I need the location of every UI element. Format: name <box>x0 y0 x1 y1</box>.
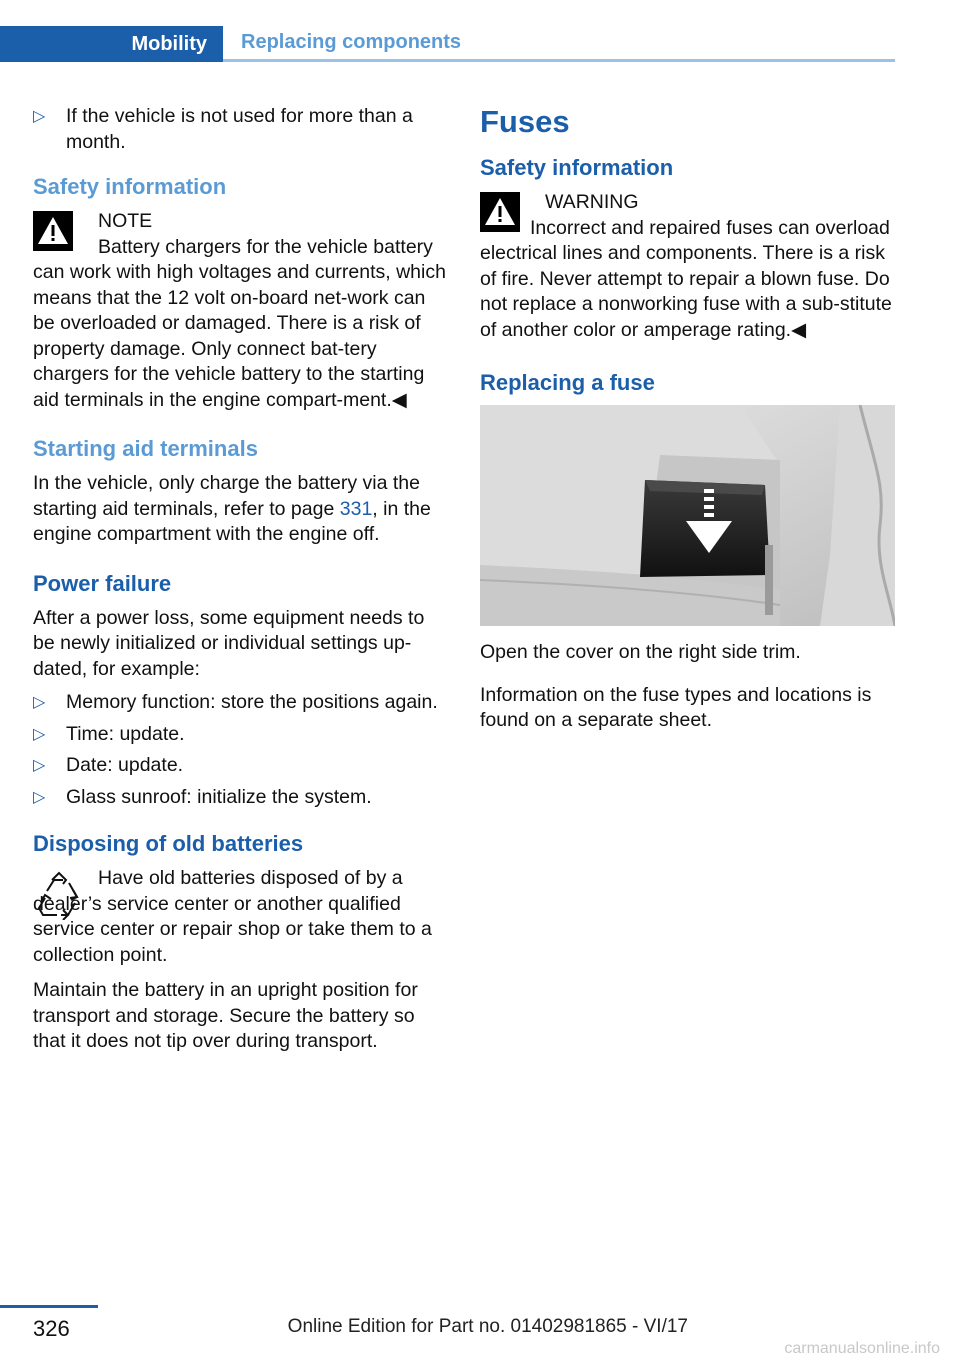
note-box <box>33 209 448 413</box>
fuse-cover-photo <box>480 405 895 626</box>
chapter-tab: Mobility <box>0 26 223 62</box>
warning-box <box>480 190 895 343</box>
section-heading: Power failure <box>33 570 172 596</box>
recycle-box <box>33 866 448 968</box>
disposing-text: Have old batteries disposed of by a dealer’s service center or another qualified service center or repair shop or take them to a collection point. <box>33 867 432 966</box>
section-heading: Safety information <box>33 174 227 199</box>
section-heading: Disposing of old batteries <box>33 831 304 856</box>
watermark: carmanualsonline.info <box>784 1340 940 1357</box>
warning-label: WARNING <box>545 191 639 213</box>
bullet-triangle-icon: ▷ <box>33 725 46 743</box>
info-paragraph: Information on the fuse types and locations is found on a separate sheet. <box>480 683 872 731</box>
terminals-paragraph: In the vehicle, only charge the battery via the starting aid terminals, refer to page 331, in the engine compartment with the engine off. <box>33 472 431 545</box>
intro-list <box>33 104 448 155</box>
list-item: ▷ If the vehicle is not used for more than a month. <box>33 105 413 153</box>
open-cover-paragraph: Open the cover on the right side trim. <box>480 641 801 663</box>
list-item: ▷ Time: update. <box>33 722 448 748</box>
warning-triangle-icon <box>33 211 73 251</box>
right-column <box>480 104 895 751</box>
recycle-icon <box>35 870 83 920</box>
page-header <box>0 0 960 64</box>
left-column <box>33 104 448 1072</box>
page-link[interactable]: 331 <box>339 497 373 520</box>
power-paragraph: After a power loss, some equipment needs to be newly initialized or individual settings up-dated, for example: <box>33 606 425 680</box>
page-number: 326 <box>33 1316 70 1341</box>
power-list <box>33 690 448 810</box>
bullet-triangle-icon: ▷ <box>33 757 46 774</box>
list-item: ▷ Memory function: store the positions again. <box>33 690 448 716</box>
section-heading: Replacing a fuse <box>480 370 655 395</box>
page-title: Fuses <box>480 104 570 139</box>
section-heading: Starting aid terminals <box>33 436 258 461</box>
note-text: Battery chargers for the vehicle battery can work with high voltages and currents, which means that the 12 volt on-board net-work can be overloaded or damaged. There is a risk of property damage. Only connect bat-tery chargers for the vehicle battery to the starting aid terminals in the engine compart-ment.◀ <box>33 235 446 411</box>
bullet-triangle-icon: ▷ <box>33 694 46 711</box>
warning-triangle-icon <box>480 192 520 232</box>
bullet-triangle-icon: ▷ <box>33 108 46 125</box>
edition-note: Online Edition for Part no. 01402981865 - VI/17 <box>287 1316 688 1337</box>
section-tab: Replacing components <box>223 26 895 62</box>
maintain-paragraph: Maintain the battery in an upright position for transport and storage. Secure the battery so that it does not tip over during transport. <box>33 979 418 1052</box>
list-item: ▷ Glass sunroof: initialize the system. <box>33 785 448 811</box>
list-item: ▷ Date: update. <box>33 753 448 779</box>
warning-text: Incorrect and repaired fuses can overload electrical lines and components. There is a risk of fire. Never attempt to repair a blown fuse. Do not replace a nonworking fuse with a sub-stitute of another color or amperage rating.◀ <box>480 216 892 341</box>
footer-rule <box>0 1305 98 1308</box>
bullet-triangle-icon: ▷ <box>33 788 46 806</box>
note-label: NOTE <box>98 210 153 232</box>
section-heading: Safety information <box>480 155 674 180</box>
